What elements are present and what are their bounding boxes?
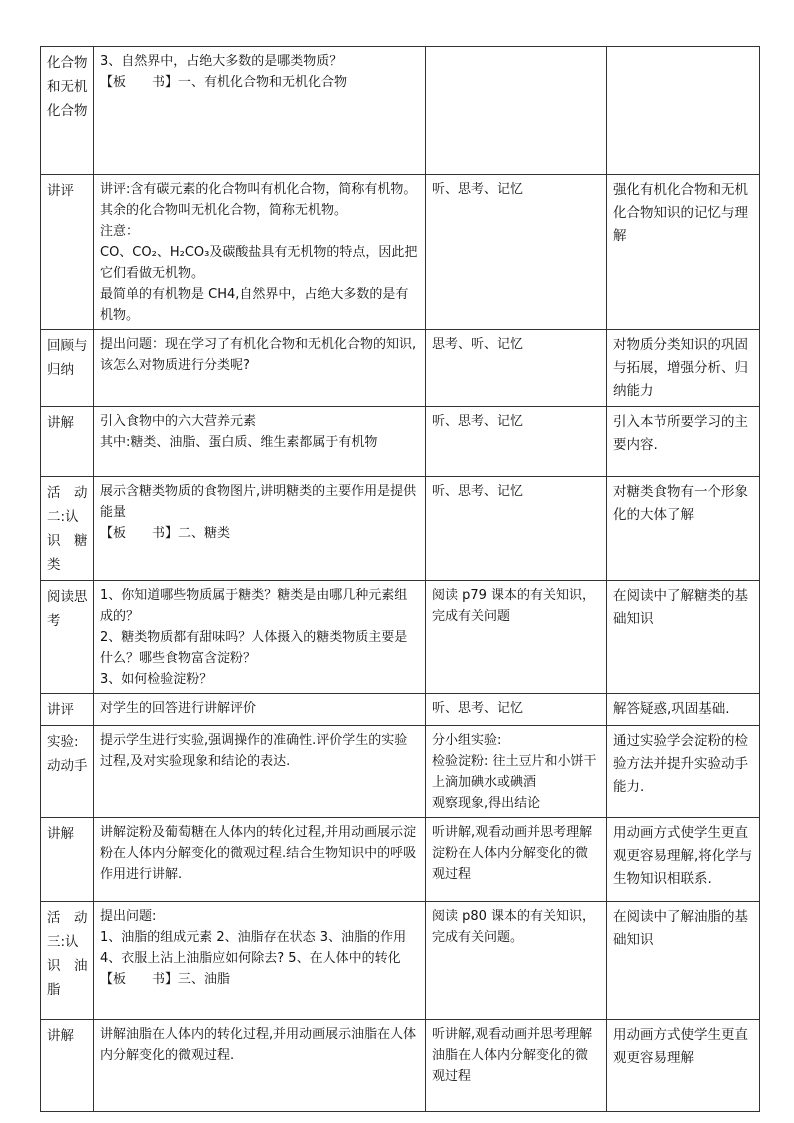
teacher-activity-line: 讲评:含有碳元素的化合物叫有机化合物，简称有机物。其余的化合物叫无机化合物，简称无机物。 [100,182,417,218]
design-purpose-cell: 解答疑惑,巩固基础. [607,694,760,726]
design-purpose-cell: 用动画方式使学生更直观更容易理解 [607,1020,760,1112]
student-activity-line: 听、思考、记忆 [432,484,524,499]
student-activity-line: 检验淀粉: 往土豆片和小饼干上滴加碘水或碘酒 [432,754,597,790]
teacher-activity-line: 注意： [100,224,140,239]
teacher-activity-cell [94,175,426,330]
table-row [41,47,760,175]
design-purpose-cell: 在阅读中了解油脂的基础知识 [607,902,760,1020]
teacher-activity-line: 引入食物中的六大营养元素 [100,414,257,429]
table-row [41,694,760,726]
student-activity-cell [426,902,607,1020]
teacher-activity-line: 1、油脂的组成元素 2、油脂存在状态 3、油脂的作用 4、衣服上沾上油脂应如何除去? 5、在人体中的转化 [100,930,407,966]
student-activity-cell [426,818,607,902]
table-body [41,47,760,1112]
design-purpose-cell: 通过实验学会淀粉的检验方法并提升实验动手能力. [607,726,760,818]
stage-cell: 讲评 [41,175,94,330]
design-purpose-cell: 用动画方式使学生更直观更容易理解,将化学与生物知识相联系. [607,818,760,902]
teacher-activity-cell [94,818,426,902]
teacher-activity-line: 其中:糖类、油脂、蛋白质、维生素都属于有机物 [100,435,378,450]
student-activity-cell [426,175,607,330]
stage-cell: 活 动二:认识 糖类 [41,477,94,581]
teacher-activity-cell [94,1020,426,1112]
student-activity-line: 听讲解,观看动画并思考理解油脂在人体内分解变化的微观过程 [432,1027,593,1084]
student-activity-line: 听讲解,观看动画并思考理解淀粉在人体内分解变化的微观过程 [432,825,593,882]
lesson-plan-table [40,46,760,1112]
teacher-activity-line: CO、CO₂、H₂CO₃及碳酸盐具有无机物的特点，因此把它们看做无机物。 [100,245,418,281]
student-activity-cell [426,726,607,818]
teacher-activity-line: 1、你知道哪些物质属于糖类？糖类是由哪几种元素组成的？ [100,588,408,624]
table-row [41,1020,760,1112]
stage-cell: 实验:动动手 [41,726,94,818]
teacher-activity-line: 对学生的回答进行讲解评价 [100,701,257,716]
stage-cell: 讲解 [41,818,94,902]
teacher-activity-cell [94,581,426,694]
student-activity-cell [426,581,607,694]
table-row [41,330,760,407]
student-activity-line: 听、思考、记忆 [432,701,524,716]
teacher-activity-cell [94,407,426,477]
design-purpose-cell: 强化有机化合物和无机化合物知识的记忆与理解 [607,175,760,330]
stage-cell: 化合物和无机化合物 [41,47,94,175]
teacher-activity-line: 讲解淀粉及葡萄糖在人体内的转化过程,并用动画展示淀粉在人体内分解变化的微观过程.结合生物知识中的呼吸作用进行讲解. [100,825,417,882]
teacher-activity-line: 3、自然界中，占绝大多数的是哪类物质？ [100,54,343,69]
stage-cell: 活 动三:认识 油脂 [41,902,94,1020]
table-row [41,407,760,477]
teacher-activity-line: 【板 书】三、油脂 [100,972,231,987]
student-activity-cell [426,407,607,477]
table-row [41,818,760,902]
student-activity-line: 阅读 p79 课本的有关知识，完成有关问题 [432,588,596,624]
stage-cell: 讲评 [41,694,94,726]
teacher-activity-cell [94,726,426,818]
teacher-activity-line: 最简单的有机物是 CH4,自然界中，占绝大多数的是有机物。 [100,287,409,323]
table-row [41,477,760,581]
student-activity-cell [426,694,607,726]
student-activity-cell [426,330,607,407]
teacher-activity-line: 2、糖类物质都有甜味吗？人体摄入的糖类物质主要是什么？哪些食物富含淀粉？ [100,630,408,666]
student-activity-line: 思考、听、记忆 [432,337,524,352]
teacher-activity-cell [94,694,426,726]
design-purpose-cell: 对糖类食物有一个形象化的大体了解 [607,477,760,581]
design-purpose-cell: 对物质分类知识的巩固与拓展，增强分析、归纳能力 [607,330,760,407]
student-activity-line: 阅读 p80 课本的有关知识，完成有关问题。 [432,909,596,945]
stage-cell: 回顾与归纳 [41,330,94,407]
student-activity-cell [426,47,607,175]
teacher-activity-line: 3、如何检验淀粉？ [100,672,213,687]
teacher-activity-cell [94,902,426,1020]
teacher-activity-line: 【板 书】一、有机化合物和无机化合物 [100,75,348,90]
teacher-activity-line: 提出问题: [100,909,157,924]
student-activity-cell [426,1020,607,1112]
teacher-activity-cell [94,330,426,407]
design-purpose-cell: 在阅读中了解糖类的基础知识 [607,581,760,694]
teacher-activity-line: 展示含糖类物质的食物图片,讲明糖类的主要作用是提供能量 [100,484,417,520]
table-row [41,902,760,1020]
stage-cell: 讲解 [41,1020,94,1112]
teacher-activity-line: 【板 书】二、糖类 [100,526,231,541]
table-row [41,726,760,818]
design-purpose-cell [607,47,760,175]
table-row [41,175,760,330]
student-activity-line: 听、思考、记忆 [432,414,524,429]
student-activity-line: 观察现象,得出结论 [432,796,541,811]
stage-cell: 阅读思考 [41,581,94,694]
teacher-activity-line: 讲解油脂在人体内的转化过程,并用动画展示油脂在人体内分解变化的微观过程. [100,1027,417,1063]
teacher-activity-cell [94,47,426,175]
table-row [41,581,760,694]
teacher-activity-line: 提出问题：现在学习了有机化合物和无机化合物的知识,该怎么对物质进行分类呢? [100,337,417,373]
teacher-activity-cell [94,477,426,581]
student-activity-line: 分小组实验: [432,733,502,748]
stage-cell: 讲解 [41,407,94,477]
design-purpose-cell: 引入本节所要学习的主要内容. [607,407,760,477]
lesson-plan-sheet [40,46,756,1112]
teacher-activity-line: 提示学生进行实验,强调操作的准确性.评价学生的实验过程,及对实验现象和结论的表达. [100,733,408,769]
student-activity-cell [426,477,607,581]
student-activity-line: 听、思考、记忆 [432,182,524,197]
